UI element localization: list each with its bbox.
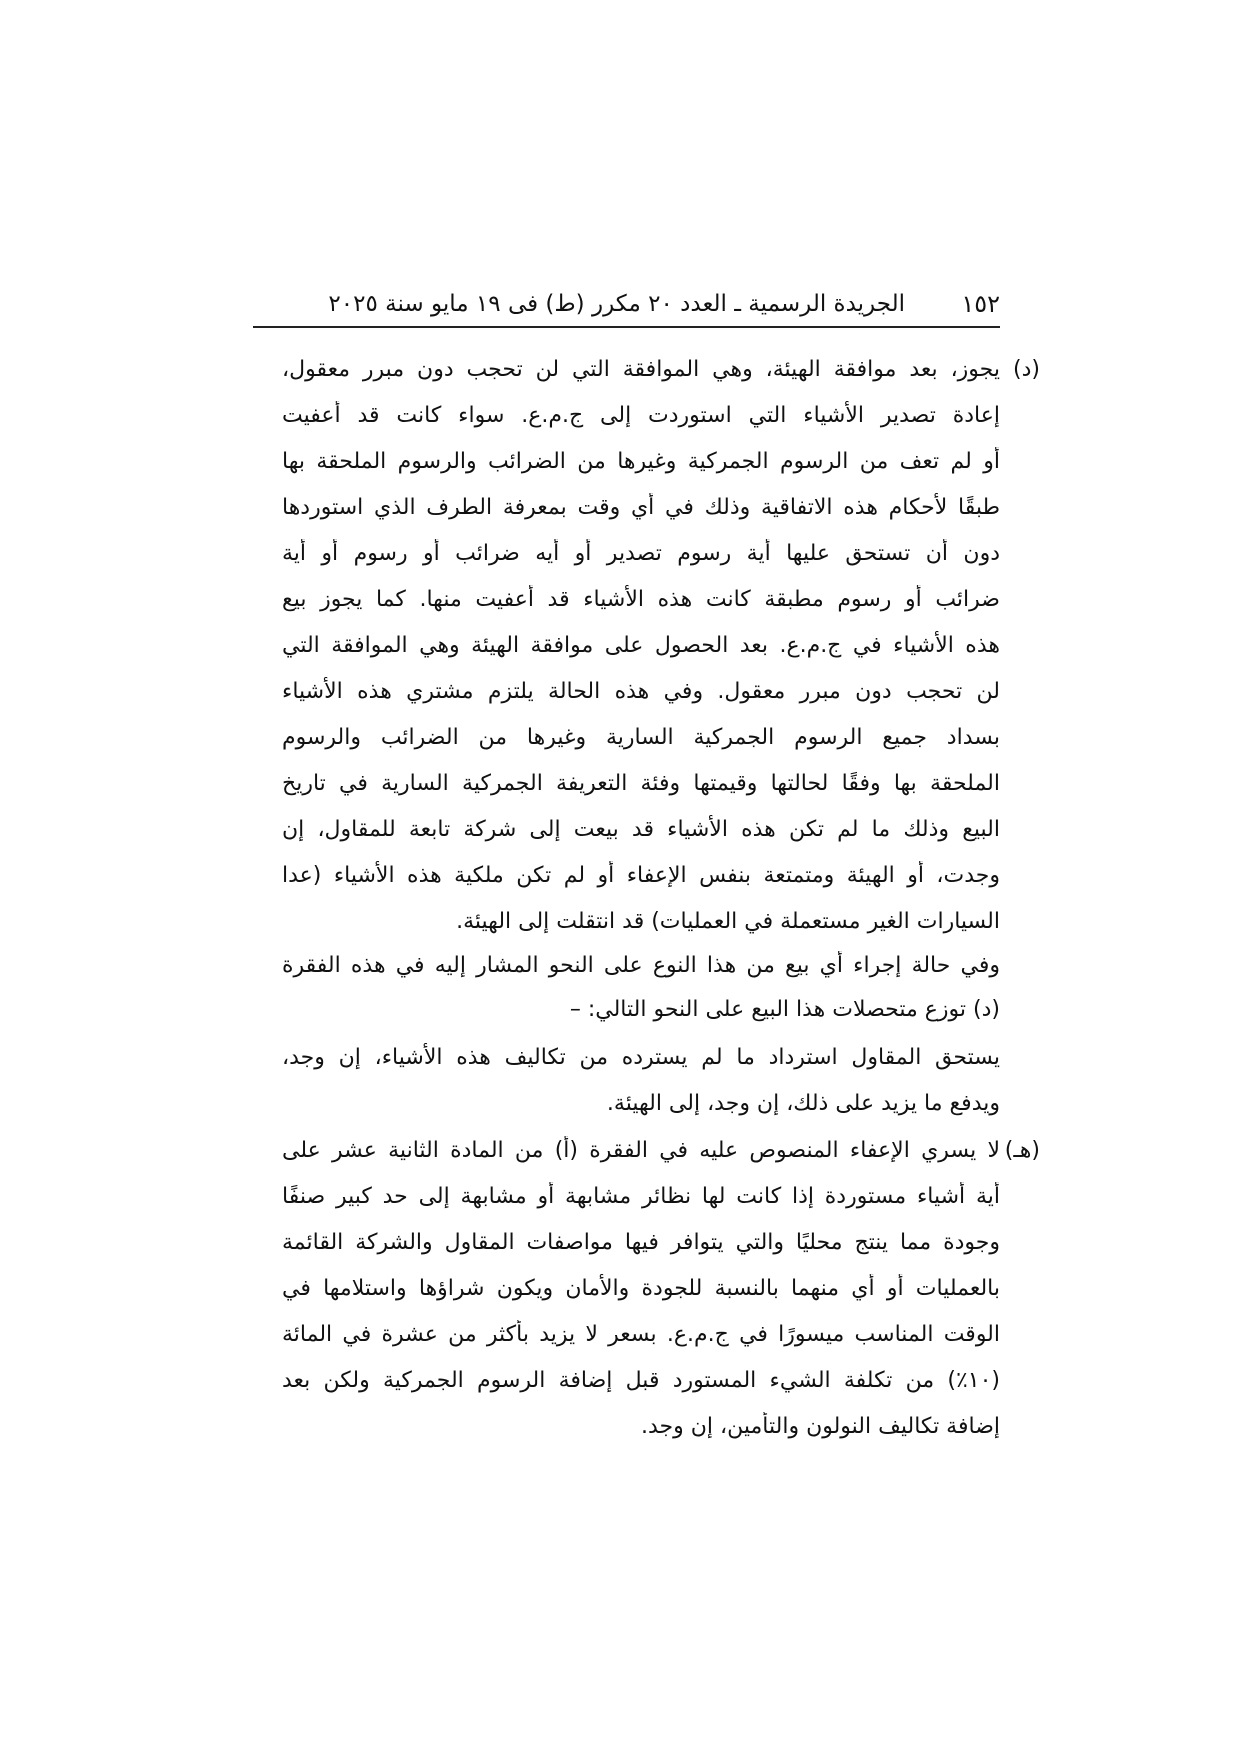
clause-d-distribution-line-2: ويدفع ما يزيد على ذلك، إن وجد، إلى الهيئة. bbox=[606, 1091, 1000, 1116]
clause-h-line-1: لا يسري الإعفاء المنصوص عليه في الفقرة (أ) من المادة الثانية عشر على bbox=[282, 1138, 1000, 1163]
clause-d-line-5: دون أن تستحق عليها أية رسوم تصدير أو أيه ضرائب أو رسوم أو أية bbox=[282, 541, 1000, 566]
gazette-title: الجريدة الرسمية ـ العدد ٢٠ مكرر (ط) فى ١٩ مايو سنة ٢٠٢٥ bbox=[328, 291, 905, 317]
clause-h-line-3: وجودة مما ينتج محليًا والتي يتوافر فيها مواصفات المقاول والشركة القائمة bbox=[282, 1230, 1000, 1255]
clause-h-line-4: بالعمليات أو أي منهما بالنسبة للجودة والأمان ويكون شراؤها واستلامها في bbox=[282, 1276, 1000, 1301]
clause-d-distribution-line-1: يستحق المقاول استرداد ما لم يسترده من تكاليف هذه الأشياء، إن وجد، bbox=[282, 1045, 1000, 1070]
clause-d-line-2: إعادة تصدير الأشياء التي استوردت إلى ج.م.ع. سواء كانت قد أعفيت bbox=[282, 403, 1000, 428]
clause-d-line-9: بسداد جميع الرسوم الجمركية السارية وغيرها من الضرائب والرسوم bbox=[282, 725, 1000, 750]
clause-h-line-6: (١٠٪) من تكلفة الشيء المستورد قبل إضافة الرسوم الجمركية ولكن بعد bbox=[282, 1368, 1000, 1393]
clause-d-line-11: البيع وذلك ما لم تكن هذه الأشياء قد بيعت إلى شركة تابعة للمقاول، إن bbox=[282, 817, 1000, 842]
clause-h-line-2: أية أشياء مستوردة إذا كانت لها نظائر مشابهة أو مشابهة إلى حد كبير صنفًا bbox=[282, 1184, 1000, 1209]
clause-h-line-5: الوقت المناسب ميسورًا في ج.م.ع. بسعر لا يزيد بأكثر من عشرة في المائة bbox=[282, 1322, 1000, 1347]
clause-d-line-10: الملحقة بها وفقًا لحالتها وقيمتها وفئة التعريفة الجمركية السارية في تاريخ bbox=[282, 771, 1000, 796]
clause-d-sale-line-1: وفي حالة إجراء أي بيع من هذا النوع على النحو المشار إليه في هذه الفقرة bbox=[282, 953, 1000, 978]
clause-h-marker: (هـ) bbox=[1004, 1138, 1040, 1163]
header-divider bbox=[253, 326, 1000, 328]
clause-d-line-6: ضرائب أو رسوم مطبقة كانت هذه الأشياء قد أعفيت منها. كما يجوز بيع bbox=[282, 587, 1000, 612]
clause-d-line-3: أو لم تعف من الرسوم الجمركية وغيرها من الضرائب والرسوم الملحقة بها bbox=[282, 449, 1000, 474]
clause-h-line-7: إضافة تكاليف النولون والتأمين، إن وجد. bbox=[641, 1414, 1000, 1439]
page-number: ١٥٢ bbox=[961, 290, 1000, 318]
clause-d-line-12: وجدت، أو الهيئة ومتمتعة بنفس الإعفاء أو لم تكن ملكية هذه الأشياء (عدا bbox=[282, 863, 1000, 888]
clause-d-line-8: لن تحجب دون مبرر معقول. وفي هذه الحالة يلتزم مشتري هذه الأشياء bbox=[282, 679, 1000, 704]
clause-d-line-7: هذه الأشياء في ج.م.ع. بعد الحصول على موافقة الهيئة وهي الموافقة التي bbox=[282, 633, 1000, 658]
clause-d-sale-line-2: (د) توزع متحصلات هذا البيع على النحو التالي: – bbox=[569, 997, 1000, 1022]
page-header bbox=[253, 284, 1000, 324]
clause-d-line-13: السيارات الغير مستعملة في العمليات) قد انتقلت إلى الهيئة. bbox=[456, 909, 1000, 934]
clause-d-line-1: يجوز، بعد موافقة الهيئة، وهي الموافقة التي لن تحجب دون مبرر معقول، bbox=[282, 357, 1000, 382]
clause-d-line-4: طبقًا لأحكام هذه الاتفاقية وذلك في أي وقت بمعرفة الطرف الذي استوردها bbox=[282, 495, 1000, 520]
clause-d-marker: (د) bbox=[1013, 357, 1040, 382]
